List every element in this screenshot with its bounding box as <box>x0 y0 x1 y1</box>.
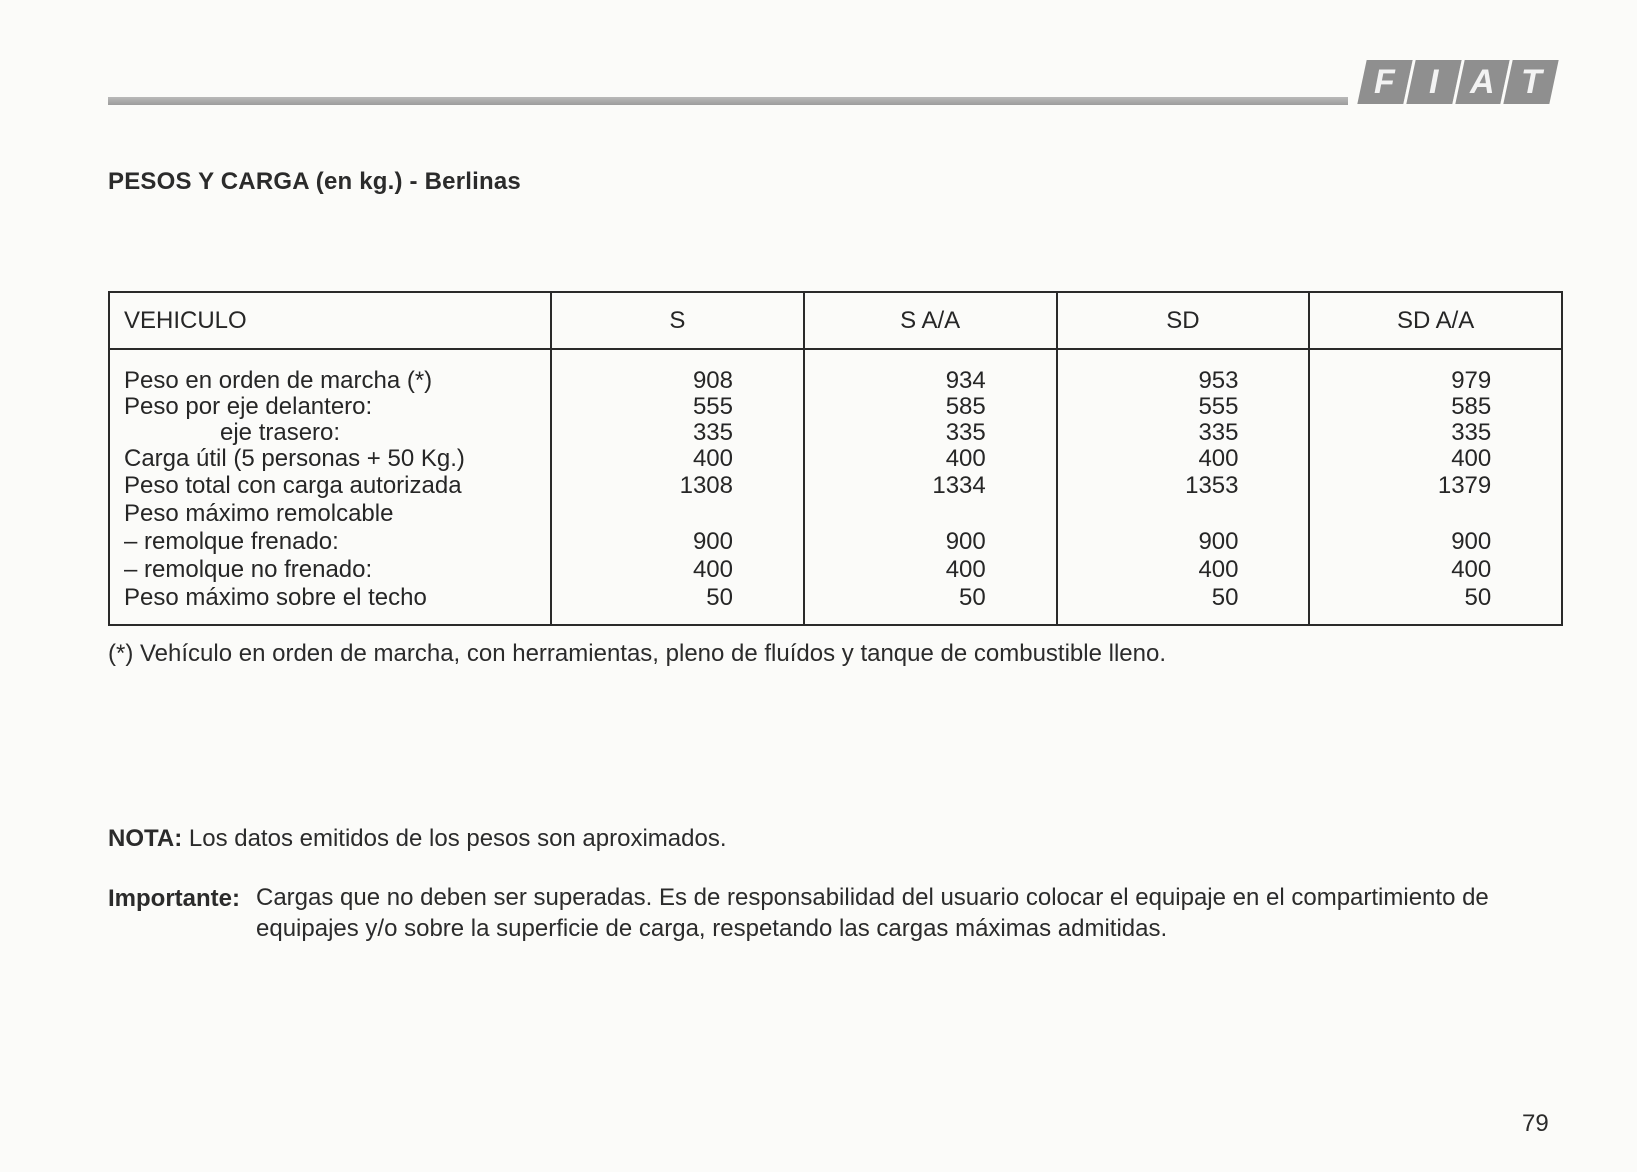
table-value: 555 <box>1198 393 1239 420</box>
table-value: 50 <box>706 584 733 611</box>
table-header-row <box>109 292 1562 349</box>
fiat-logo <box>1357 60 1558 104</box>
table-value: 400 <box>1451 445 1492 472</box>
table-value: 50 <box>1464 584 1492 611</box>
logo-letter: A <box>1452 60 1510 104</box>
important-text: Cargas que no deben ser superadas. Es de responsabilidad del usuario colocar el equipaje en el compartimiento de equipajes y/o sobre la superficie de carga, respetando las cargas máximas admitidas. <box>256 884 1489 942</box>
important-label: Importante: <box>108 885 240 912</box>
table-value: 50 <box>959 584 986 611</box>
logo-letter: I <box>1403 60 1461 104</box>
column-header-sd: SD <box>1057 292 1310 349</box>
table-value: 400 <box>1451 556 1492 583</box>
row-label: Peso por eje delantero: <box>124 393 373 420</box>
table-value: 400 <box>945 445 986 472</box>
column-header-vehiculo: VEHICULO <box>109 292 551 349</box>
note <box>108 825 727 853</box>
row-label: Peso total con carga autorizada <box>124 472 462 499</box>
values-cell-sd-aa <box>1309 349 1562 625</box>
table-value: 585 <box>945 393 986 420</box>
table-value: 900 <box>1451 528 1492 555</box>
table-value <box>1159 500 1239 528</box>
column-header-s: S <box>551 292 804 349</box>
table-value: 1353 <box>1185 472 1239 499</box>
table-value: 953 <box>1198 367 1239 394</box>
table-value: 400 <box>945 556 986 583</box>
logo-letter: F <box>1357 60 1412 104</box>
table-body-row <box>109 349 1562 625</box>
table-value: 555 <box>692 393 733 420</box>
table-value <box>653 500 733 528</box>
table-value: 1308 <box>679 472 733 499</box>
table-value: 400 <box>692 445 733 472</box>
table-value: 50 <box>1211 584 1239 611</box>
table-value: 979 <box>1451 367 1492 394</box>
values-cell-s <box>551 349 804 625</box>
table-value: 900 <box>692 528 733 555</box>
table-value: 934 <box>945 367 986 394</box>
page-title: PESOS Y CARGA (en kg.) - Berlinas <box>108 168 521 195</box>
row-label: – remolque no frenado: <box>124 556 373 583</box>
table-value: 1334 <box>932 472 986 499</box>
table-value: 335 <box>1451 419 1492 446</box>
weights-table <box>108 291 1563 626</box>
row-label: Peso máximo remolcable <box>124 500 394 527</box>
column-header-s-aa: S A/A <box>804 292 1057 349</box>
row-label: – remolque frenado: <box>124 528 339 555</box>
values-cell-sd <box>1057 349 1310 625</box>
note-text: Los datos emitidos de los pesos son aproximados. <box>182 825 727 852</box>
header-rule <box>108 97 1348 105</box>
table-value: 585 <box>1451 393 1492 420</box>
table-value: 335 <box>692 419 733 446</box>
row-label: Peso máximo sobre el techo <box>124 584 427 611</box>
footnote: (*) Vehículo en orden de marcha, con herramientas, pleno de fluídos y tanque de combustible lleno. <box>108 640 1166 667</box>
table-value: 900 <box>945 528 986 555</box>
table-value: 908 <box>692 367 733 394</box>
table-value: 335 <box>945 419 986 446</box>
table-value: 900 <box>1198 528 1239 555</box>
page-number: 79 <box>1522 1110 1549 1137</box>
logo-letter: T <box>1501 60 1559 104</box>
table-value <box>1411 500 1491 528</box>
values-cell-s-aa <box>804 349 1057 625</box>
row-label: eje trasero: <box>220 419 341 446</box>
table-value: 400 <box>1198 556 1239 583</box>
row-label: Carga útil (5 personas + 50 Kg.) <box>124 445 465 472</box>
table-value <box>906 500 986 528</box>
table-value: 400 <box>692 556 733 583</box>
note-label: NOTA: <box>108 825 183 852</box>
table-value: 1379 <box>1437 472 1492 499</box>
row-labels-cell <box>109 349 551 625</box>
table-value: 400 <box>1198 445 1239 472</box>
table-value: 335 <box>1198 419 1239 446</box>
important-note <box>108 885 1558 944</box>
row-label: Peso en orden de marcha (*) <box>124 367 433 394</box>
column-header-sd-aa: SD A/A <box>1309 292 1562 349</box>
